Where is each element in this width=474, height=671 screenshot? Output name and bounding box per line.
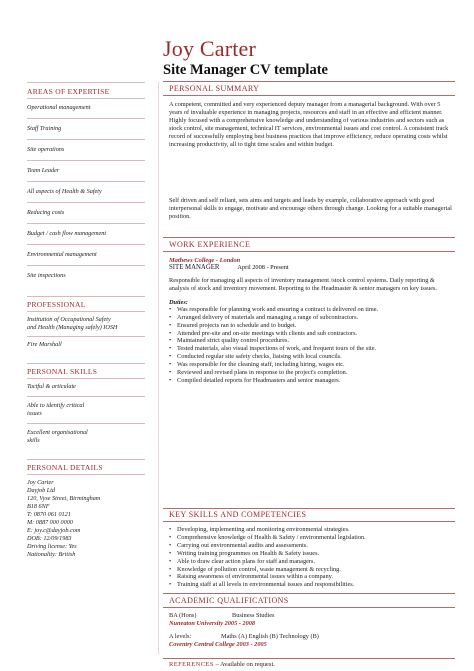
detail-postcode: B18 6NF — [27, 503, 50, 510]
rule — [163, 508, 455, 509]
key-skills-list — [169, 526, 455, 589]
divider — [27, 474, 145, 475]
qualifications-heading: ACADEMIC QUALIFICATIONS — [169, 596, 289, 605]
detail-name: Joy Carter — [27, 479, 54, 486]
references-heading: REFERENCES — [169, 661, 214, 668]
qualifications — [169, 612, 455, 649]
alevels-label: A levels: — [169, 632, 192, 640]
duty-item: • Arranged delivery of materials and managing a range of subcontractors. — [169, 314, 455, 322]
duty-item: • Conducted regular site safety checks, liaising with local councils. — [169, 353, 455, 361]
divider — [27, 181, 145, 182]
expertise-item: All aspects of Health & Safety — [27, 188, 102, 195]
alevels-row — [169, 633, 455, 641]
personal-skill-item: Tactful & articulate — [27, 383, 76, 390]
divider — [27, 423, 145, 424]
college: Coventry Central College 2003 - 2005 — [169, 640, 267, 648]
key-skills — [169, 526, 455, 589]
divider — [27, 363, 145, 364]
expertise-item: Site operations — [27, 146, 65, 153]
divider — [27, 336, 145, 337]
duties-list — [169, 306, 455, 385]
column-divider — [158, 82, 159, 654]
professional-item: Institution of Occupational Safety and Health (Managing safely) IOSH — [27, 316, 118, 331]
expertise-item: Team Leader — [27, 167, 60, 174]
rule — [163, 95, 455, 96]
job-company: Mathews College - London — [169, 257, 241, 264]
sidebar — [27, 82, 147, 559]
skill-item: • Training staff at all levels in environmental issues and responsibilities. — [169, 581, 455, 589]
expertise-heading: AREAS OF EXPERTISE — [27, 87, 110, 96]
divider — [27, 311, 145, 312]
divider — [27, 378, 145, 379]
summary-heading: PERSONAL SUMMARY — [169, 84, 260, 93]
divider — [27, 396, 145, 397]
detail-company: Dayjob Ltd — [27, 487, 56, 494]
detail-dob: DOB: 12/09/1983 — [27, 535, 72, 542]
references — [169, 661, 275, 668]
rule — [163, 251, 455, 252]
job-entry — [169, 257, 455, 385]
job-description: Responsible for managing all aspects of inventory management /stock control systems. Daily reporting & analysis of stock and inventory movement. Reporting to the Headmaster & senior managers on key issues. — [169, 277, 438, 292]
job-title — [169, 264, 455, 271]
skill-item: • Developing, implementing and monitoring environmental strategies. — [169, 526, 455, 534]
divider — [27, 459, 145, 460]
divider — [27, 223, 145, 224]
skill-item: • Able to draw clear action plans for staff and managers. — [169, 558, 455, 566]
rule — [163, 593, 455, 594]
degree-subject: Business Studies — [232, 612, 275, 619]
skill-item: • Carrying out environmental audits and assessments. — [169, 542, 455, 550]
detail-telephone: T: 0870 061 0121 — [27, 511, 71, 518]
job-role: SITE MANAGER — [169, 264, 220, 271]
rule — [163, 607, 455, 608]
rule — [163, 658, 455, 659]
work-heading: WORK EXPERIENCE — [169, 240, 251, 249]
expertise-item: Site inspections — [27, 272, 66, 279]
alevels-grades: Maths (A) English (B) Technology (B) — [221, 632, 319, 640]
divider — [27, 82, 145, 83]
expertise-item: Staff Training — [27, 125, 62, 132]
key-skills-heading: KEY SKILLS AND COMPETENCIES — [169, 510, 307, 519]
rule — [163, 521, 455, 522]
personal-details-heading: PERSONAL DETAILS — [27, 463, 103, 472]
detail-email[interactable]: E: joy.c@dayjob.com — [27, 527, 81, 534]
divider — [27, 118, 145, 119]
skill-item: • Writing training programmes on Health & Safety issues. — [169, 550, 455, 558]
rule — [163, 81, 455, 82]
duty-item: • Tested materials, also visual inspections of work, and frequent tours of the site. — [169, 345, 455, 353]
cv-title: Site Manager CV template — [163, 62, 328, 78]
divider — [27, 265, 145, 266]
expertise-item: Budget / cash flow management — [27, 230, 107, 237]
duty-item: • Was responsible for planning work and ensuring a contract is delivered on time. — [169, 306, 455, 314]
expertise-item: Operational management — [27, 104, 91, 111]
skill-item: • Comprehensive knowledge of Health & Safety / environmental legislation. — [169, 534, 455, 542]
divider — [27, 98, 145, 99]
duty-item: • Compiled detailed reports for Headmasters and senior managers. — [169, 377, 455, 385]
university: Nuneaton University 2005 - 2008 — [169, 619, 256, 627]
divider — [27, 160, 145, 161]
professional-heading: PROFESSIONAL — [27, 300, 86, 309]
professional-item: Fire Marshall — [27, 341, 62, 348]
divider — [27, 296, 145, 297]
detail-address: 120, Vyse Street, Birmingham — [27, 495, 101, 502]
personal-details — [27, 479, 147, 559]
duty-item: • Reviewed and revised plans in response to the project's completion. — [169, 369, 455, 377]
skill-item: • Raising awareness of environmental issues within a company. — [169, 573, 455, 581]
personal-skill-item: Able to identify critical issues — [27, 402, 85, 417]
duty-item: • Was responsible for the cleaning staff, including hiring, wages etc. — [169, 361, 455, 369]
detail-mobile: M: 0887 000 0000 — [27, 519, 73, 526]
expertise-item: Environmental management — [27, 251, 97, 258]
divider — [27, 244, 145, 245]
degree-row — [169, 612, 455, 620]
degree: BA (Hons) — [169, 612, 197, 619]
detail-driving-license: Driving license: Yes — [27, 543, 77, 550]
duty-item: • Maintained strict quality control procedures. — [169, 337, 455, 345]
personal-skills-heading: PERSONAL SKILLS — [27, 367, 98, 376]
summary-paragraph-2: Self driven and self reliant, sets aims and targets and leads by example, collaborative approach with good interpersonal skills to engage, motivate and encourage others through change. Looking for a suitable managerial position. — [169, 197, 452, 220]
detail-nationality: Nationality: British — [27, 551, 76, 558]
duty-item: • Attended pre-site and on-site meetings with clients and sub contractors. — [169, 330, 455, 338]
duties-label: Duties: — [169, 298, 188, 306]
divider — [27, 202, 145, 203]
job-dates: April 2008 - Present — [237, 264, 289, 271]
expertise-list — [27, 104, 147, 280]
personal-skill-item: Excellent organisational skills — [27, 429, 88, 444]
references-text: – Available on request. — [215, 661, 275, 668]
expertise-item: Reducing costs — [27, 209, 65, 216]
skill-item: • Knowledge of pollution control, waste management & recycling. — [169, 566, 455, 574]
duty-item: • Ensured projects ran to schedule and to budget. — [169, 322, 455, 330]
rule — [163, 237, 455, 238]
summary-paragraph-1: A competent, committed and very experienced deputy manager from a managerial background. With over 5 years of invaluable experience in managing projects, resources and staff in an effective and efficient manner. Highly focused with a comprehensive knowledge and understanding of various industries and sectors such as stock control, site management, technical IT services, environmental issues and cost control. A consistent track record of successfully employing best business practices that improve efficiency, reduce operating costs whilst increasing productivity, all to tight time scales and within budget. — [169, 101, 449, 148]
divider — [27, 139, 145, 140]
cv-name: Joy Carter — [163, 36, 257, 61]
